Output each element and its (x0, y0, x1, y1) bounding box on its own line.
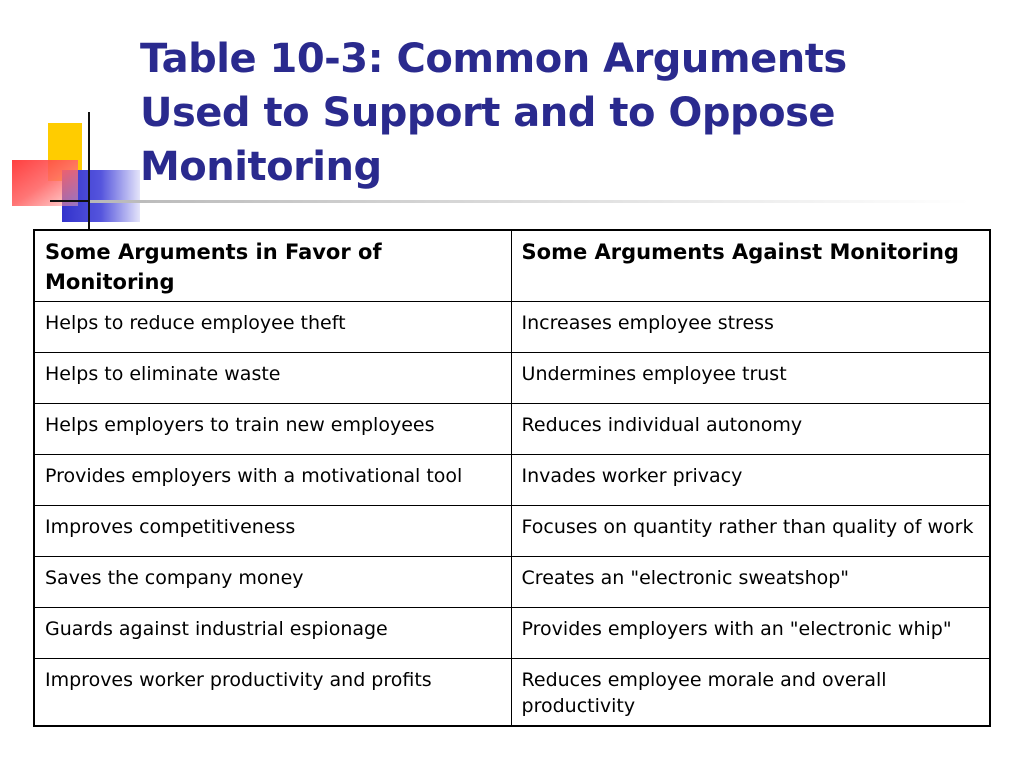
cell-in-favor: Saves the company money (34, 557, 511, 608)
cell-in-favor: Improves competitiveness (34, 506, 511, 557)
table-row (34, 659, 990, 727)
table-row (34, 455, 990, 506)
table-row (34, 404, 990, 455)
cell-against: Focuses on quantity rather than quality of work (511, 506, 990, 557)
cell-against: Invades worker privacy (511, 455, 990, 506)
table-row (34, 608, 990, 659)
header-against: Some Arguments Against Monitoring (511, 230, 990, 302)
cell-in-favor: Provides employers with a motivational tool (34, 455, 511, 506)
cell-in-favor: Improves worker productivity and profits (34, 659, 511, 727)
title-line-3: Monitoring (140, 144, 382, 190)
arguments-table (33, 229, 991, 727)
cell-against: Reduces employee morale and overall productivity (511, 659, 990, 727)
decorative-logo (0, 0, 150, 240)
vertical-line-shape (88, 112, 90, 230)
cell-in-favor: Helps to reduce employee theft (34, 302, 511, 353)
cell-against: Undermines employee trust (511, 353, 990, 404)
cell-in-favor: Helps employers to train new employees (34, 404, 511, 455)
table-row (34, 353, 990, 404)
title-underline (90, 200, 970, 203)
cell-against: Creates an "electronic sweatshop" (511, 557, 990, 608)
header-in-favor: Some Arguments in Favor of Monitoring (34, 230, 511, 302)
cell-against: Provides employers with an "electronic whip" (511, 608, 990, 659)
table-row (34, 506, 990, 557)
cell-in-favor: Helps to eliminate waste (34, 353, 511, 404)
table-row (34, 302, 990, 353)
cell-in-favor: Guards against industrial espionage (34, 608, 511, 659)
title-line-2: Used to Support and to Oppose (140, 90, 836, 136)
cell-against: Reduces individual autonomy (511, 404, 990, 455)
cell-against: Increases employee stress (511, 302, 990, 353)
table-header-row (34, 230, 990, 302)
title-line-1: Table 10-3: Common Arguments (140, 36, 847, 82)
slide-title (140, 32, 1000, 194)
table-row (34, 557, 990, 608)
